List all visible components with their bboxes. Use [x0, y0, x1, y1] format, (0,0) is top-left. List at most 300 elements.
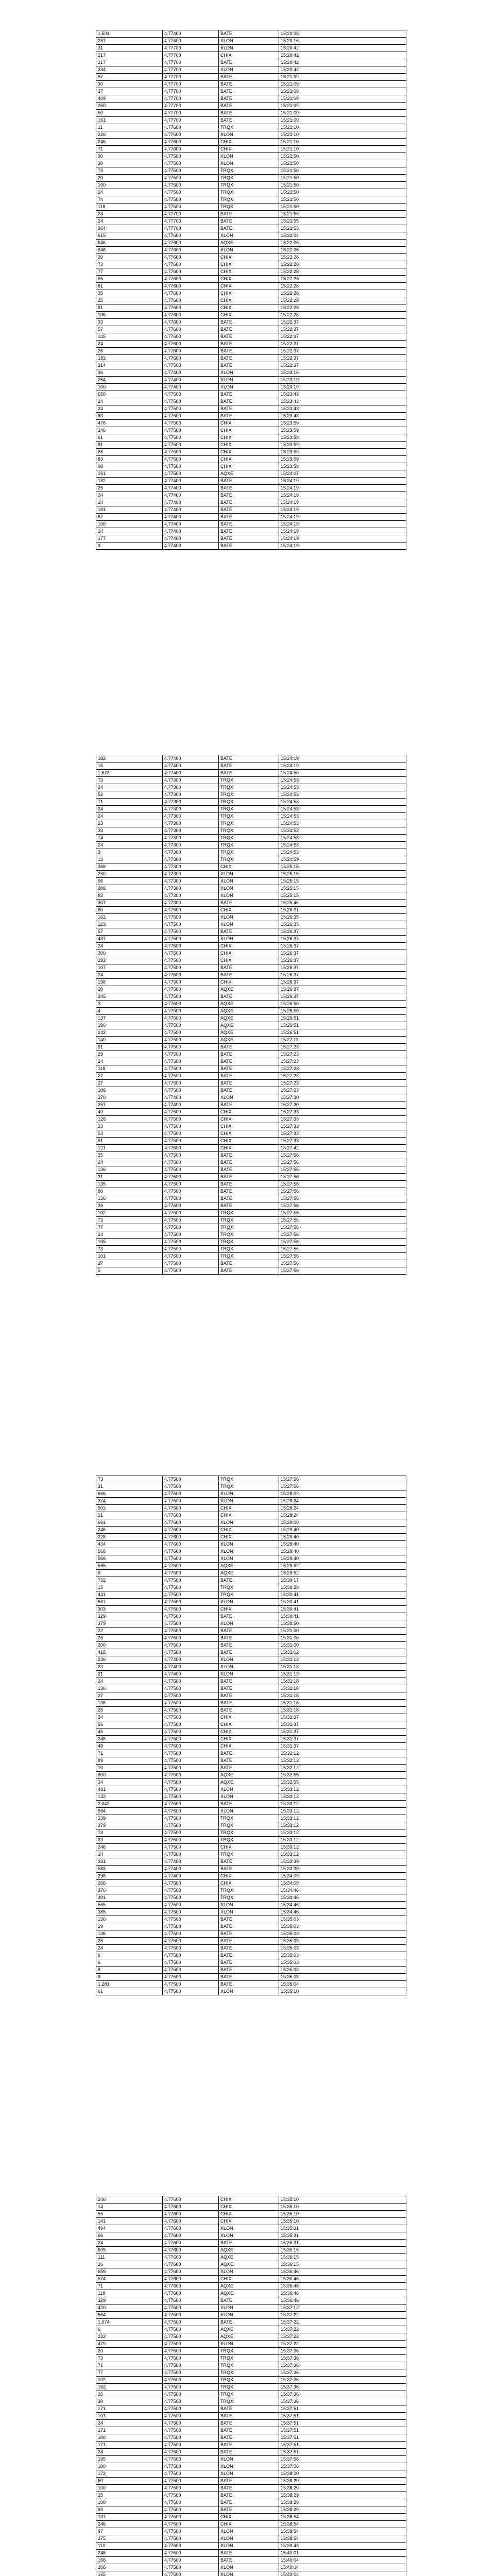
- table-row: [96, 943, 406, 950]
- venue-cell: XLON: [219, 1786, 279, 1793]
- table-row: [96, 1527, 406, 1534]
- time-cell: 15:24:53: [279, 784, 406, 791]
- price-cell: 4.77500: [163, 1707, 219, 1714]
- table-row: [96, 1116, 406, 1123]
- price-cell: 4.77500: [163, 928, 219, 936]
- time-cell: 15:38:00: [279, 2470, 406, 2478]
- shares-cell: 48: [96, 1743, 163, 1750]
- venue-cell: AQXE: [219, 1037, 279, 1044]
- price-cell: 4.77700: [163, 59, 219, 66]
- table-row: [96, 2384, 406, 2391]
- venue-cell: BATE: [219, 2442, 279, 2449]
- venue-cell: BATE: [219, 1952, 279, 1959]
- time-cell: 15:27:56: [279, 1174, 406, 1181]
- table-row: [96, 1044, 406, 1051]
- table-row: [96, 2348, 406, 2355]
- table-row: [96, 2283, 406, 2290]
- time-cell: 15:33:12: [279, 1786, 406, 1793]
- venue-cell: CHIX: [219, 1109, 279, 1116]
- table-row: [96, 66, 406, 74]
- table-row: [96, 1880, 406, 1887]
- table-row: [96, 398, 406, 405]
- time-cell: 15:25:15: [279, 885, 406, 892]
- price-cell: 4.77500: [163, 1174, 219, 1181]
- table-row: [96, 1029, 406, 1037]
- venue-cell: XLON: [219, 892, 279, 900]
- venue-cell: CHIX: [219, 943, 279, 950]
- table-row: [96, 1620, 406, 1628]
- table-row: [96, 1094, 406, 1101]
- shares-cell: 646: [96, 247, 163, 254]
- table-row: [96, 2341, 406, 2348]
- shares-cell: 87: [96, 514, 163, 521]
- time-cell: 15:33:12: [279, 1793, 406, 1801]
- table-row: [96, 333, 406, 341]
- price-cell: 4.77500: [163, 196, 219, 204]
- table-row: [96, 1001, 406, 1008]
- table-row: [96, 1022, 406, 1029]
- venue-cell: BATE: [219, 478, 279, 485]
- price-cell: 4.77500: [163, 943, 219, 950]
- price-cell: 4.77400: [163, 1094, 219, 1101]
- table-row: [96, 1073, 406, 1080]
- venue-cell: BATE: [219, 1692, 279, 1700]
- time-cell: 15:22:37: [279, 333, 406, 341]
- shares-cell: 110: [96, 2543, 163, 2550]
- price-cell: 4.77500: [163, 1570, 219, 1577]
- shares-cell: 248: [96, 1736, 163, 1743]
- time-cell: 15:20:42: [279, 59, 406, 66]
- venue-cell: BATE: [219, 2240, 279, 2247]
- price-cell: 4.77500: [163, 2528, 219, 2535]
- price-cell: 4.77500: [163, 1678, 219, 1685]
- shares-cell: 246: [96, 139, 163, 146]
- shares-cell: 21: [96, 1512, 163, 1519]
- time-cell: 15:32:55: [279, 1779, 406, 1786]
- shares-cell: 118: [96, 1065, 163, 1073]
- time-cell: 15:32:12: [279, 1757, 406, 1765]
- shares-cell: 307: [96, 900, 163, 907]
- venue-cell: XLON: [219, 1793, 279, 1801]
- time-cell: 15:24:19: [279, 535, 406, 543]
- price-cell: 4.77500: [163, 182, 219, 189]
- shares-cell: 293: [96, 957, 163, 964]
- table-row: [96, 1801, 406, 1808]
- venue-cell: BATE: [219, 1613, 279, 1620]
- venue-cell: BATE: [219, 2492, 279, 2499]
- venue-cell: BATE: [219, 2405, 279, 2413]
- shares-cell: 1,501: [96, 30, 163, 38]
- venue-cell: BATE: [219, 1174, 279, 1181]
- shares-cell: 73: [96, 1476, 163, 1483]
- time-cell: 15:31:13: [279, 1656, 406, 1664]
- table-row: [96, 1065, 406, 1073]
- venue-cell: CHIX: [219, 1116, 279, 1123]
- time-cell: 15:31:02: [279, 1649, 406, 1656]
- time-cell: 15:20:42: [279, 66, 406, 74]
- time-cell: 15:27:56: [279, 1267, 406, 1275]
- time-cell: 15:31:00: [279, 1635, 406, 1642]
- table-row: [96, 2521, 406, 2528]
- table-row: [96, 254, 406, 261]
- venue-cell: CHIX: [219, 463, 279, 470]
- table-row: [96, 1570, 406, 1577]
- time-cell: 15:21:09: [279, 81, 406, 88]
- venue-cell: XLON: [219, 2470, 279, 2478]
- shares-cell: 10: [96, 1765, 163, 1772]
- shares-cell: 26: [96, 1635, 163, 1642]
- time-cell: 15:36:46: [279, 2297, 406, 2304]
- price-cell: 4.77500: [163, 1894, 219, 1902]
- price-cell: 4.77500: [163, 456, 219, 463]
- shares-cell: 26: [96, 2391, 163, 2398]
- shares-cell: 107: [96, 964, 163, 972]
- time-cell: 15:23:43: [279, 398, 406, 405]
- shares-cell: 27: [96, 1080, 163, 1087]
- time-cell: 15:37:51: [279, 2449, 406, 2456]
- price-cell: 4.77400: [163, 492, 219, 499]
- shares-cell: 27: [96, 1260, 163, 1267]
- venue-cell: TRQX: [219, 2391, 279, 2398]
- time-cell: 15:27:56: [279, 1181, 406, 1188]
- shares-cell: 31: [96, 1483, 163, 1490]
- venue-cell: TRQX: [219, 856, 279, 863]
- table-row: [96, 2413, 406, 2420]
- table-row: [96, 964, 406, 972]
- price-cell: 4.77700: [163, 95, 219, 103]
- venue-cell: AQXE: [219, 1772, 279, 1779]
- time-cell: 15:31:00: [279, 1628, 406, 1635]
- table-row: [96, 1981, 406, 1988]
- venue-cell: TRQX: [219, 1246, 279, 1253]
- venue-cell: BATE: [219, 59, 279, 66]
- table-row: [96, 196, 406, 204]
- table-row: [96, 2550, 406, 2557]
- time-cell: 15:37:51: [279, 2405, 406, 2413]
- shares-cell: 77: [96, 1224, 163, 1231]
- venue-cell: BATE: [219, 1267, 279, 1275]
- venue-cell: TRQX: [219, 2384, 279, 2391]
- time-cell: 15:31:13: [279, 1671, 406, 1678]
- shares-cell: 51: [96, 1138, 163, 1145]
- price-cell: 4.77500: [163, 1188, 219, 1195]
- shares-cell: 21: [96, 1671, 163, 1678]
- price-cell: 4.77500: [163, 986, 219, 993]
- shares-cell: 118: [96, 204, 163, 211]
- price-cell: 4.77400: [163, 38, 219, 45]
- venue-cell: CHIX: [219, 2276, 279, 2283]
- shares-cell: 73: [96, 1246, 163, 1253]
- time-cell: 15:21:50: [279, 175, 406, 182]
- table-row: [96, 362, 406, 369]
- table-row: [96, 1894, 406, 1902]
- price-cell: 4.77500: [163, 1145, 219, 1152]
- table-row: [96, 1772, 406, 1779]
- table-row: [96, 2247, 406, 2254]
- table-row: [96, 842, 406, 849]
- table-row: [96, 1952, 406, 1959]
- venue-cell: XLON: [219, 1541, 279, 1548]
- venue-cell: TRQX: [219, 1815, 279, 1822]
- time-cell: 15:37:12: [279, 2304, 406, 2312]
- shares-cell: 24: [96, 2420, 163, 2427]
- table-row: [96, 1181, 406, 1188]
- price-cell: 4.77400: [163, 384, 219, 391]
- table-row: [96, 2268, 406, 2276]
- shares-cell: 136: [96, 1166, 163, 1174]
- venue-cell: XLON: [219, 1909, 279, 1916]
- price-cell: 4.77500: [163, 1743, 219, 1750]
- venue-cell: BATE: [219, 348, 279, 355]
- shares-cell: 206: [96, 2564, 163, 2571]
- table-row: [96, 1613, 406, 1620]
- price-cell: 4.77500: [163, 398, 219, 405]
- shares-cell: 136: [96, 1195, 163, 1202]
- time-cell: 15:37:51: [279, 2434, 406, 2442]
- shares-cell: 83: [96, 892, 163, 900]
- price-cell: 4.77500: [163, 2521, 219, 2528]
- venue-cell: CHIX: [219, 2211, 279, 2218]
- shares-cell: 1,074: [96, 2319, 163, 2326]
- table-row: [96, 384, 406, 391]
- price-cell: 4.77600: [163, 1512, 219, 1519]
- venue-cell: BATE: [219, 2557, 279, 2564]
- time-cell: 15:23:43: [279, 391, 406, 398]
- price-cell: 4.77500: [163, 1635, 219, 1642]
- time-cell: 15:23:59: [279, 434, 406, 442]
- time-cell: 15:23:59: [279, 456, 406, 463]
- price-cell: 4.77500: [163, 1606, 219, 1613]
- table-row: [96, 1239, 406, 1246]
- table-row: [96, 2196, 406, 2204]
- time-cell: 15:21:50: [279, 160, 406, 167]
- table-row: [96, 755, 406, 762]
- venue-cell: CHIX: [219, 427, 279, 434]
- price-cell: 4.77400: [163, 1664, 219, 1671]
- table-row: [96, 2276, 406, 2283]
- time-cell: 15:24:53: [279, 777, 406, 784]
- time-cell: 15:23:19: [279, 377, 406, 384]
- shares-cell: 345: [96, 993, 163, 1001]
- venue-cell: XLON: [219, 232, 279, 240]
- time-cell: 15:28:24: [279, 1505, 406, 1512]
- venue-cell: BATE: [219, 218, 279, 225]
- table-row: [96, 1591, 406, 1599]
- table-row: [96, 2304, 406, 2312]
- venue-cell: AQXE: [219, 240, 279, 247]
- shares-cell: 31: [96, 45, 163, 52]
- table-row: [96, 2326, 406, 2333]
- price-cell: 4.77600: [163, 247, 219, 254]
- table-row: [96, 1628, 406, 1635]
- price-cell: 4.77500: [163, 1159, 219, 1166]
- venue-cell: BATE: [219, 521, 279, 528]
- price-cell: 4.77500: [163, 1685, 219, 1692]
- shares-cell: 200: [96, 1642, 163, 1649]
- table-row: [96, 1080, 406, 1087]
- venue-cell: TRQX: [219, 175, 279, 182]
- shares-cell: 31: [96, 1174, 163, 1181]
- time-cell: 15:35:10: [279, 1988, 406, 1995]
- table-row: [96, 1130, 406, 1138]
- venue-cell: BATE: [219, 964, 279, 972]
- table-row: [96, 276, 406, 283]
- table-row: [96, 463, 406, 470]
- shares-cell: 650: [96, 391, 163, 398]
- shares-cell: 375: [96, 2535, 163, 2543]
- time-cell: 15:33:12: [279, 1822, 406, 1829]
- table-row: [96, 2333, 406, 2341]
- shares-cell: 270: [96, 1094, 163, 1101]
- table-row: [96, 1873, 406, 1880]
- shares-cell: 27: [96, 1692, 163, 1700]
- time-cell: 15:21:10: [279, 139, 406, 146]
- time-cell: 15:24:53: [279, 842, 406, 849]
- venue-cell: CHIX: [219, 1527, 279, 1534]
- venue-cell: CHIX: [219, 261, 279, 268]
- price-cell: 4.77500: [163, 2362, 219, 2369]
- time-cell: 15:36:15: [279, 2261, 406, 2268]
- shares-cell: 250: [96, 103, 163, 110]
- table-row: [96, 885, 406, 892]
- table-row: [96, 2261, 406, 2268]
- shares-cell: 20: [96, 175, 163, 182]
- venue-cell: BATE: [219, 492, 279, 499]
- venue-cell: CHIX: [219, 420, 279, 427]
- table-row: [96, 1909, 406, 1916]
- venue-cell: BATE: [219, 770, 279, 777]
- table-row: [96, 849, 406, 856]
- price-cell: 4.77500: [163, 2557, 219, 2564]
- time-cell: 15:24:19: [279, 514, 406, 521]
- venue-cell: BATE: [219, 1801, 279, 1808]
- venue-cell: BATE: [219, 225, 279, 232]
- shares-cell: 145: [96, 333, 163, 341]
- shares-cell: 8: [96, 1967, 163, 1974]
- venue-cell: XLON: [219, 247, 279, 254]
- venue-cell: CHIX: [219, 442, 279, 449]
- shares-cell: 181: [96, 506, 163, 514]
- venue-cell: BATE: [219, 1073, 279, 1080]
- table-row: [96, 799, 406, 806]
- venue-cell: CHIX: [219, 1123, 279, 1130]
- table-row: [96, 2506, 406, 2514]
- shares-cell: 102: [96, 2377, 163, 2384]
- shares-cell: 73: [96, 167, 163, 175]
- time-cell: 15:37:51: [279, 2420, 406, 2427]
- shares-cell: 155: [96, 2571, 163, 2576]
- time-cell: 15:29:52: [279, 1563, 406, 1570]
- price-cell: 4.77500: [163, 1981, 219, 1988]
- venue-cell: XLON: [219, 45, 279, 52]
- price-cell: 4.77500: [163, 434, 219, 442]
- shares-cell: 137: [96, 1015, 163, 1022]
- price-cell: 4.77500: [163, 936, 219, 943]
- shares-cell: 2,042: [96, 1801, 163, 1808]
- table-row: [96, 1584, 406, 1591]
- venue-cell: TRQX: [219, 2348, 279, 2355]
- price-cell: 4.77600: [163, 283, 219, 290]
- shares-cell: 24: [96, 1945, 163, 1952]
- price-cell: 4.77500: [163, 2355, 219, 2362]
- venue-cell: CHIX: [219, 2196, 279, 2204]
- table-row: [96, 59, 406, 66]
- table-row: [96, 261, 406, 268]
- table-row: [96, 1671, 406, 1678]
- price-cell: 4.77500: [163, 1700, 219, 1707]
- table-row: [96, 1101, 406, 1109]
- price-cell: 4.77500: [163, 1022, 219, 1029]
- shares-cell: 80: [96, 1188, 163, 1195]
- shares-cell: 494: [96, 2225, 163, 2232]
- time-cell: 15:33:39: [279, 1858, 406, 1866]
- venue-cell: TRQX: [219, 813, 279, 820]
- table-row: [96, 1253, 406, 1260]
- time-cell: 15:21:09: [279, 103, 406, 110]
- price-cell: 4.77400: [163, 369, 219, 377]
- shares-cell: 6: [96, 1959, 163, 1967]
- venue-cell: XLON: [219, 2232, 279, 2240]
- table-row: [96, 139, 406, 146]
- table-row: [96, 1649, 406, 1656]
- price-cell: 4.77500: [163, 1138, 219, 1145]
- time-cell: 15:23:59: [279, 420, 406, 427]
- time-cell: 15:22:04: [279, 232, 406, 240]
- table-row: [96, 456, 406, 463]
- time-cell: 15:27:42: [279, 1145, 406, 1152]
- time-cell: 15:37:22: [279, 2333, 406, 2341]
- table-row: [96, 449, 406, 456]
- time-cell: 15:28:24: [279, 1512, 406, 1519]
- time-cell: 15:23:19: [279, 384, 406, 391]
- table-row: [96, 820, 406, 827]
- price-cell: 4.77500: [163, 1938, 219, 1945]
- price-cell: 4.77500: [163, 153, 219, 160]
- table-row: [96, 514, 406, 521]
- table-row: [96, 268, 406, 276]
- table-row: [96, 391, 406, 398]
- shares-cell: 71: [96, 146, 163, 153]
- venue-cell: CHIX: [219, 297, 279, 304]
- venue-cell: AQXE: [219, 1570, 279, 1577]
- shares-cell: 1,281: [96, 1981, 163, 1988]
- price-cell: 4.77500: [163, 1808, 219, 1815]
- price-cell: 4.77700: [163, 45, 219, 52]
- table-row: [96, 1692, 406, 1700]
- venue-cell: TRQX: [219, 820, 279, 827]
- time-cell: 15:24:53: [279, 791, 406, 799]
- time-cell: 15:24:19: [279, 492, 406, 499]
- price-cell: 4.77500: [163, 1801, 219, 1808]
- time-cell: 15:22:28: [279, 276, 406, 283]
- venue-cell: BATE: [219, 326, 279, 333]
- price-cell: 4.77600: [163, 276, 219, 283]
- shares-cell: 89: [96, 1757, 163, 1765]
- time-cell: 15:38:54: [279, 2535, 406, 2543]
- time-cell: 15:22:28: [279, 304, 406, 312]
- price-cell: 4.77600: [163, 139, 219, 146]
- table-row: [96, 900, 406, 907]
- price-cell: 4.77500: [163, 979, 219, 986]
- table-row: [96, 528, 406, 535]
- time-cell: 15:29:40: [279, 1541, 406, 1548]
- shares-cell: 24: [96, 218, 163, 225]
- venue-cell: BATE: [219, 2550, 279, 2557]
- price-cell: 4.77300: [163, 871, 219, 878]
- price-cell: 4.77300: [163, 849, 219, 856]
- time-cell: 15:31:18: [279, 1692, 406, 1700]
- table-row: [96, 535, 406, 543]
